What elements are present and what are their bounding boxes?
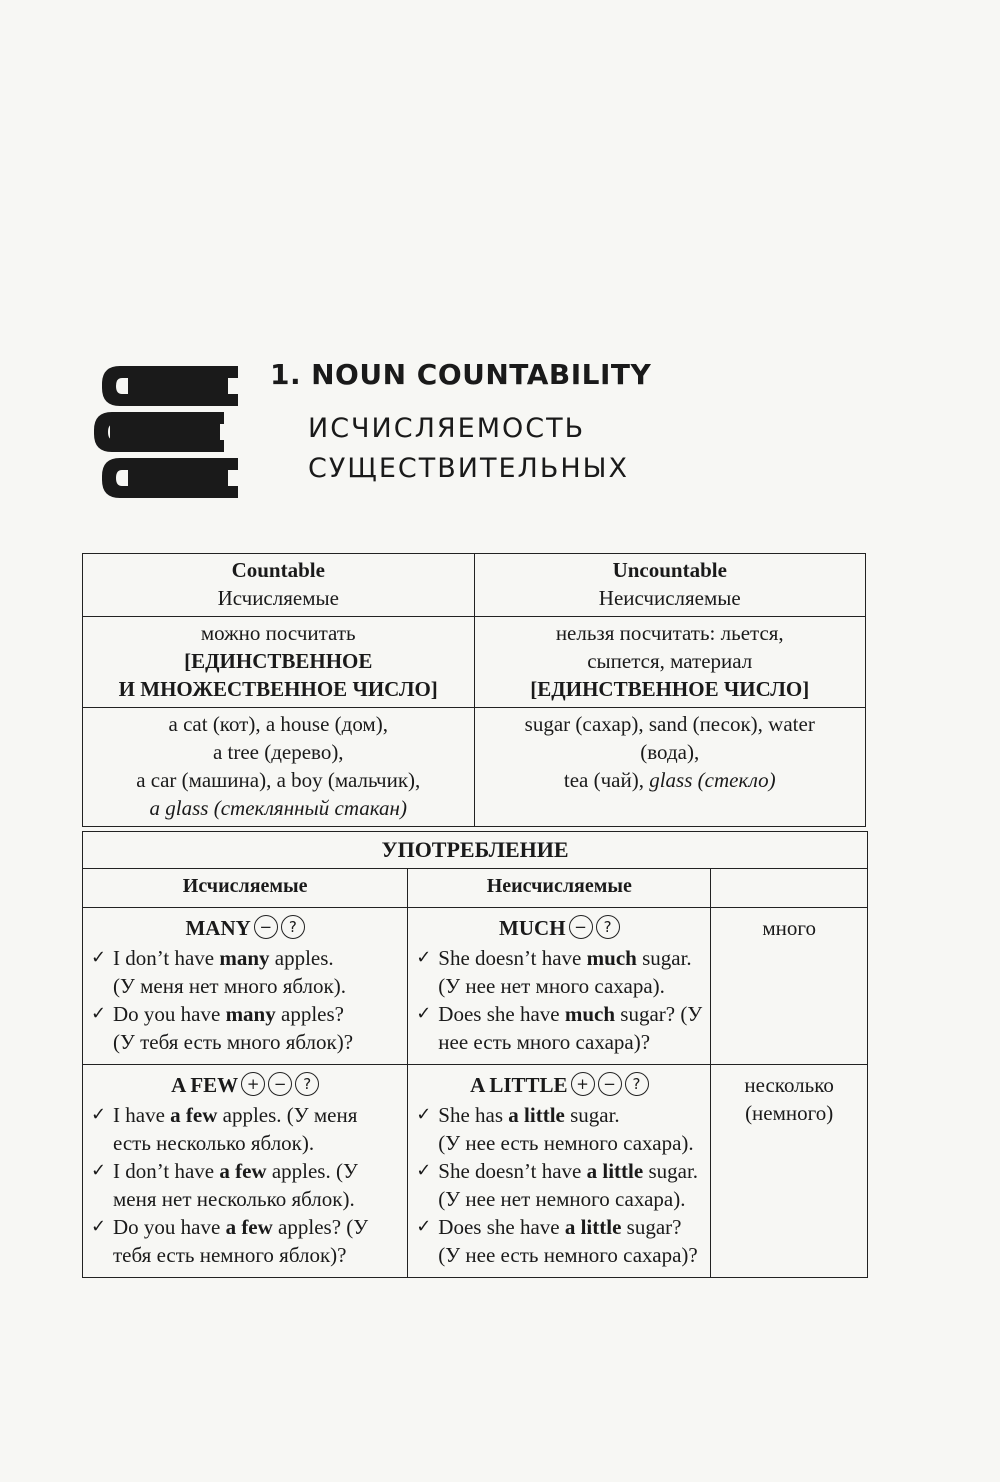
check-icon: ✓ [416, 1216, 432, 1237]
keyword-many: MANY − ? [91, 914, 399, 942]
check-icon: ✓ [91, 1216, 107, 1237]
example: ✓ Does she have a little sugar? (У нее есть немного сахара)? [416, 1215, 698, 1267]
example: ✓ Do you have many apples? (У тебя есть много яблок)? [91, 1002, 354, 1054]
countability-table [82, 553, 866, 827]
usage-row-many-much [83, 908, 868, 1065]
check-icon: ✓ [416, 1160, 432, 1181]
much-cell [408, 908, 711, 1065]
plus-icon: + [571, 1072, 595, 1096]
countable-header: Countable Исчисляемые [83, 554, 475, 617]
uncountable-examples: sugar (сахар), sand (песок), water (вода), tea (чай), glass (стекло) [474, 708, 866, 827]
example: ✓ She has a little sugar. (У нее есть немного сахара). [416, 1103, 694, 1155]
minus-icon: − [598, 1072, 622, 1096]
check-icon: ✓ [416, 1003, 432, 1024]
uncountable-header: Uncountable Неисчисляемые [474, 554, 866, 617]
check-icon: ✓ [91, 1160, 107, 1181]
keyword-a-little: A LITTLE + − ? [416, 1071, 702, 1099]
minus-icon: − [569, 915, 593, 939]
check-icon: ✓ [91, 1003, 107, 1024]
check-icon: ✓ [91, 1104, 107, 1125]
minus-icon: − [254, 915, 278, 939]
uncountable-description: нельзя посчитать: льется, сыпется, материал [ЕДИНСТВЕННОЕ ЧИСЛО] [474, 617, 866, 708]
col-meaning [711, 869, 868, 908]
usage-caption: УПОТРЕБЛЕНИЕ [83, 832, 868, 869]
col-countable: Исчисляемые [83, 869, 408, 908]
many-cell [83, 908, 408, 1065]
a-few-cell [83, 1065, 408, 1278]
section-subtitle: ИСЧИСЛЯЕМОСТЬ СУЩЕСТВИТЕЛЬНЫХ [308, 413, 629, 484]
countable-description: можно посчитать [ЕДИНСТВЕННОЕ И МНОЖЕСТВЕННОЕ ЧИСЛО] [83, 617, 475, 708]
check-icon: ✓ [416, 947, 432, 968]
example: ✓ She doesn’t have much sugar. (У нее нет много сахара). [416, 946, 692, 998]
section-header [88, 352, 848, 512]
countable-examples: a cat (кот), a house (дом), a tree (дерево), a car (машина), a boy (мальчик), a glass (стеклянный стакан) [83, 708, 475, 827]
usage-row-few-little [83, 1065, 868, 1278]
question-icon: ? [625, 1072, 649, 1096]
meaning-many: много [711, 908, 868, 1065]
question-icon: ? [596, 915, 620, 939]
example: ✓ I don’t have many apples. (У меня нет много яблок). [91, 946, 346, 998]
question-icon: ? [295, 1072, 319, 1096]
example: ✓ Do you have a few apples? (У тебя есть немного яблок)? [91, 1215, 369, 1267]
example: ✓ I don’t have a few apples. (У меня нет несколько яблок). [91, 1159, 358, 1211]
check-icon: ✓ [91, 947, 107, 968]
section-title: 1. NOUN COUNTABILITY [270, 358, 652, 391]
a-little-cell [408, 1065, 711, 1278]
check-icon: ✓ [416, 1104, 432, 1125]
question-icon: ? [281, 915, 305, 939]
keyword-much: MUCH − ? [416, 914, 702, 942]
usage-table [82, 831, 868, 1278]
plus-icon: + [241, 1072, 265, 1096]
example: ✓ Does she have much sugar? (У нее есть много сахара)? [416, 1002, 703, 1054]
books-stack-icon [88, 358, 248, 508]
meaning-few: несколько (немного) [711, 1065, 868, 1278]
minus-icon: − [268, 1072, 292, 1096]
col-uncountable: Неисчисляемые [408, 869, 711, 908]
example: ✓ I have a few apples. (У меня есть несколько яблок). [91, 1103, 358, 1155]
keyword-a-few: A FEW + − ? [91, 1071, 399, 1099]
example: ✓ She doesn’t have a little sugar. (У нее нет немного сахара). [416, 1159, 699, 1211]
